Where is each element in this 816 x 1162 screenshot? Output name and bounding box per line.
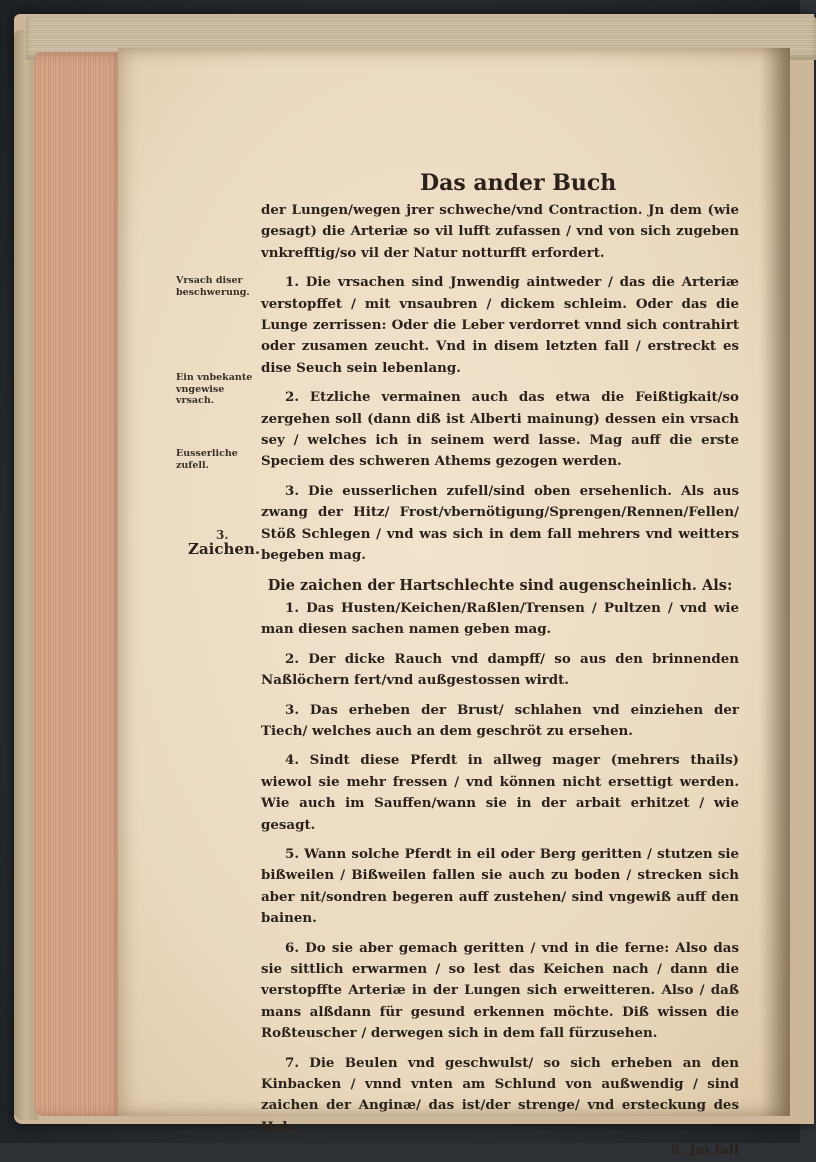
sign-3: 3. Das erheben der Brust/ schlahen vnd einziehen der Tiech/ welches auch an dem geschröt zu ersehen. [261, 701, 739, 739]
sign-4: 4. Sindt diese Pferdt in allweg mager (mehrers thails) wiewol sie mehr fressen / vnd können nicht ersettigt werden. Wie auch im Sauffen/wann sie in der arbait erhitzet / wie gesagt. [261, 752, 739, 833]
body-text [261, 200, 739, 1162]
margin-note-cause: Vrsach diser beschwerung. [176, 275, 250, 298]
sign-1: 1. Das Husten/Keichen/Raßlen/Trensen / Pultzen / vnd wie man diesen sachen namen geben mag. [261, 599, 739, 638]
page-edges-fore [34, 52, 124, 1116]
paragraph-cause-1: 1. Die vrsachen sind Jnwendig aintweder / das die Arteriæ verstopffet / mit vnsaubren / dickem schleim. Oder das die Lunge zerrissen: Oder die Leber verdorret vnnd sich contrahirt oder zusamen zeucht. Vnd in disem letzten fall / erstreckt es dise Seuch sein lebenlang. [261, 274, 739, 376]
paragraph-intro: der Lungen/wegen jrer schweche/vnd Contraction. Jn dem (wie gesagt) die Arteriæ so vil lufft zufassen / vnd von sich zugeben vnkrefftig/so vil der Natur notturfft erfordert. [261, 202, 739, 261]
sign-7: 7. Die Beulen vnd geschwulst/ so sich erheben an den Kinbacken / vnnd vnten am Schlund von außwendig / sind zaichen der Anginæ/ das ist/der strenge/ vnd ersteckung des Hals. [261, 1054, 739, 1135]
sign-2: 2. Der dicke Rauch vnd dampff/ so aus den brinnenden Naßlöchern fert/vnd außgestossen wirdt. [261, 650, 739, 689]
paragraph-cause-3: 3. Die eusserlichen zufell/sind oben ersehenlich. Als aus zwang der Hitz/ Frost/vbernötigung/Sprengen/Rennen/Fellen/ Stöß Schlegen / vnd was sich in dem fall mehrers vnd weitters begeben mag. [261, 482, 739, 564]
running-head: Das ander Buch [420, 170, 617, 196]
section-heading: Die zaichen der Hartschlechte sind augenscheinlich. Als: [267, 576, 733, 594]
margin-note-external: Eusserliche zufell. [176, 448, 238, 471]
gutter-shadow [760, 48, 790, 1116]
sign-6: 6. Do sie aber gemach geritten / vnd in die ferne: Also das sie sittlich erwarmen / so lest das Keichen nach / dann die verstopffte Arteriæ in der Lungen sich erweitteren. Also / daß mans alßdann für gesund erkennen möchte. Diß wissen die Roßteuscher / derwegen sich in dem fall fürzusehen. [261, 939, 739, 1042]
margin-note-number: 3. [216, 528, 229, 542]
margin-note-signs: Zaichen. [188, 540, 261, 558]
margin-note-unknown-cause: Ein vnbekante vngewise vrsach. [176, 372, 253, 406]
catchword: 8. Jm fall [670, 1142, 739, 1159]
sign-5: 5. Wann solche Pferdt in eil oder Berg geritten / stutzen sie bißweilen / Bißweilen fallen sie auch zu boden / strecken sich aber nit/sondren begeren auff zustehen/ sind vngewiß auff den bainen. [261, 845, 739, 927]
paragraph-cause-2: 2. Etzliche vermainen auch das etwa die Feißtigkait/so zergehen soll (dann diß ist Alberti mainung) dessen ein vrsach sey / welches ich in seinem werd lasse. Mag auff die erste Speciem des schweren Athems gezogen werden. [261, 389, 739, 470]
